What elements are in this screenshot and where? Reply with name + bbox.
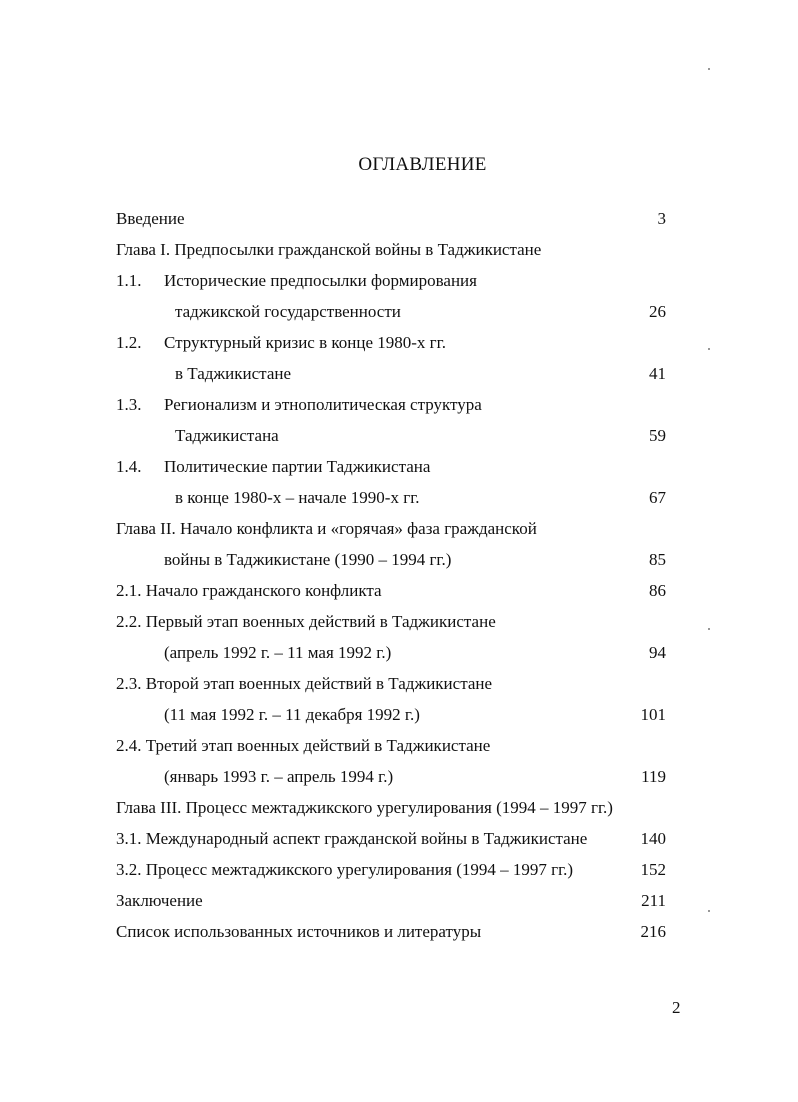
toc-entry-number: 1.1. <box>116 271 142 290</box>
toc-entry-text: Таджикистана <box>175 426 279 445</box>
toc-entry-text: Глава I. Предпосылки гражданской войны в Таджикистане <box>116 240 542 259</box>
toc-row-conclusion <box>116 888 666 919</box>
toc-entry-text: в конце 1980-х – начале 1990-х гг. <box>175 488 420 507</box>
toc-entry-number: 1.4. <box>116 457 142 476</box>
toc-row-2-4 <box>116 733 666 764</box>
scan-speck <box>708 628 710 630</box>
toc-entry-text: Список использованных источников и литературы <box>116 922 482 941</box>
toc-entry-page: 119 <box>641 767 666 786</box>
toc-row-2-3 <box>116 671 666 702</box>
toc-entry-text: Структурный кризис в конце 1980-х гг. <box>164 333 446 352</box>
toc-entry-text: в Таджикистане <box>175 364 292 383</box>
toc-entry-text: 3.2. Процесс межтаджикского урегулирования (1994 – 1997 гг.) <box>116 860 574 879</box>
toc-entry-text: (январь 1993 г. – апрель 1994 г.) <box>164 767 394 786</box>
toc-row-2-2-cont <box>116 640 666 671</box>
toc-row-1-4 <box>116 454 666 485</box>
toc-row-chapter-2 <box>116 516 666 547</box>
toc-entry-text: Политические партии Таджикистана <box>164 457 431 476</box>
toc-entry-text: (11 мая 1992 г. – 11 декабря 1992 г.) <box>164 705 420 724</box>
toc-entry-number: 1.3. <box>116 395 142 414</box>
toc-row-1-3-cont <box>116 423 666 454</box>
toc-row-2-3-cont <box>116 702 666 733</box>
toc-entry-page: 41 <box>649 364 666 383</box>
toc-entry-text: 3.1. Международный аспект гражданской войны в Таджикистане <box>116 829 588 848</box>
page-number: 2 <box>672 998 681 1017</box>
toc-entry-text: Регионализм и этнополитическая структура <box>164 395 482 414</box>
toc-entry-text: таджикской государственности <box>175 302 401 321</box>
toc-entry-page: 211 <box>641 891 666 910</box>
toc-row-chapter-1 <box>116 237 666 268</box>
toc-entry-text: 2.4. Третий этап военных действий в Таджикистане <box>116 736 491 755</box>
toc-entry-text: Исторические предпосылки формирования <box>164 271 477 290</box>
toc-entry-page: 94 <box>649 643 666 662</box>
toc-row-bibliography <box>116 919 666 950</box>
toc-entry-page: 152 <box>640 860 666 879</box>
toc-row-1-1 <box>116 268 666 299</box>
scan-speck <box>708 348 710 350</box>
toc-entry-text: (апрель 1992 г. – 11 мая 1992 г.) <box>164 643 392 662</box>
scan-speck <box>708 910 710 912</box>
toc-entry-page: 86 <box>649 581 666 600</box>
toc-entry-text: 2.3. Второй этап военных действий в Таджикистане <box>116 674 493 693</box>
toc-entry-text: Глава III. Процесс межтаджикского урегулирования (1994 – 1997 гг.) <box>116 798 613 817</box>
toc-row-3-2 <box>116 857 666 888</box>
toc-entry-text: 2.2. Первый этап военных действий в Таджикистане <box>116 612 496 631</box>
scan-speck <box>708 68 710 70</box>
toc-entry-page: 3 <box>657 209 666 228</box>
toc-entry-text: войны в Таджикистане (1990 – 1994 гг.) <box>164 550 452 569</box>
toc-entry-page: 59 <box>649 426 666 445</box>
toc-entry-text: Введение <box>116 209 185 228</box>
toc-entry-page: 140 <box>640 829 666 848</box>
toc-entry-page: 26 <box>649 302 666 321</box>
toc-row-2-2 <box>116 609 666 640</box>
toc-row-introduction <box>116 206 666 237</box>
toc-entry-page: 101 <box>640 705 666 724</box>
toc-row-1-2-cont <box>116 361 666 392</box>
toc-row-1-3 <box>116 392 666 423</box>
toc-entry-page: 67 <box>649 488 666 507</box>
table-of-contents <box>116 206 666 950</box>
toc-row-1-4-cont <box>116 485 666 516</box>
toc-row-3-1 <box>116 826 666 857</box>
toc-entry-text: Заключение <box>116 891 203 910</box>
toc-row-chapter-2-cont <box>116 547 666 578</box>
toc-entry-number: 1.2. <box>116 333 142 352</box>
toc-row-1-2 <box>116 330 666 361</box>
toc-row-1-1-cont <box>116 299 666 330</box>
toc-row-2-4-cont <box>116 764 666 795</box>
toc-entry-text: Глава II. Начало конфликта и «горячая» фаза гражданской <box>116 519 537 538</box>
toc-row-chapter-3 <box>116 795 666 826</box>
toc-row-2-1 <box>116 578 666 609</box>
toc-entry-page: 216 <box>640 922 666 941</box>
toc-entry-text: 2.1. Начало гражданского конфликта <box>116 581 382 600</box>
toc-entry-page: 85 <box>649 550 666 569</box>
page-title: ОГЛАВЛЕНИЕ <box>358 154 487 175</box>
